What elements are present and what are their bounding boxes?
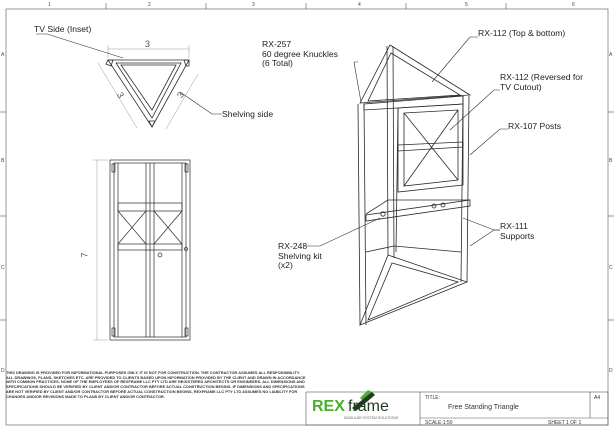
zone-label-d-right: D [609, 368, 613, 374]
callout-rx248-line3: (x2) [278, 260, 293, 270]
callout-rx107: RX-107 Posts [508, 121, 562, 131]
disclaimer-text: THIS DRAWING IS PROVIDED FOR INFORMATIONAL PURPOSES ONLY. IT IS NOT FOR CONSTRUCTION. THE CONTRACTOR ASSUMES ALL RESPONSIBILITY. ALL DRAWINGS, PLANS, SKETCHES ETC. ARE PROVIDED TO CLIENTS BASED UPON INFORMATION PROVIDED BY THE CLIENT AND DRAWN IN ACCORDANCE WITH COMMON PRACTICES. NONE OF THE EMPLOYEES OF REXFRAME LLC PTY LTD ARE REGISTERED ARCHITECTS OR ENGINEERS. ALL DIMENSIONS AND SPECIFICATIONS SHOULD BE VERIFIED BY CLIENT AND/OR CONTRACTOR BEFORE ACTUAL CONSTRUCTION BEGINS. IF DIMENSIONS AND SPECIFICATIONS ARE NOT VERIFIED BY CLIENT AND/OR CONTRACTOR BEFORE ACTUAL CONSTRUCTION BEGINS, REXFRAME LLC PTY LTD ASSUMES NO LIABILITY FOR CHANGES AND/OR REVISIONS MADE TO PLANS BY CLIENT AND/OR CONTRACTOR. [6, 370, 306, 399]
zone-label-b-right: B [609, 158, 613, 164]
scale-text: SCALE:1:50 [425, 420, 453, 426]
zone-label-4: 4 [358, 2, 361, 8]
inset-dim-top: 3 [145, 39, 151, 49]
zone-label-d: D [1, 368, 5, 374]
callout-rx257-line3: (6 Total) [262, 58, 293, 68]
inset-dimension-lines [98, 45, 198, 129]
callout-rx112-reversed [500, 73, 583, 92]
callout-rx257 [262, 40, 338, 69]
zone-label-6: 6 [572, 2, 575, 8]
inset-leaders [36, 34, 222, 114]
zone-label-1: 1 [48, 2, 51, 8]
callout-rx112-top: RX-112 (Top & bottom) [478, 28, 566, 38]
zone-label-b: B [1, 158, 5, 164]
callout-rx257-line1: RX-257 [262, 39, 292, 49]
zone-label-5: 5 [465, 2, 468, 8]
zone-label-3: 3 [252, 2, 255, 8]
callout-rx248-line2: Shelving kit [278, 250, 322, 261]
drawing-title: Free Standing Triangle [448, 404, 519, 411]
zone-label-a-right: A [609, 52, 613, 58]
zone-label-c: C [1, 265, 5, 271]
logo-frame: frame [348, 398, 389, 415]
callout-rx111-line2: Supports [500, 230, 535, 241]
zone-label-c-right: C [609, 265, 613, 271]
callout-rx112-reversed-line1: RX-112 (Reversed for [500, 72, 583, 82]
zone-label-a: A [1, 52, 5, 58]
callout-rx111 [500, 222, 534, 241]
front-dim-height: 7 [79, 252, 90, 258]
tv-side-label: TV Side (Inset) [34, 24, 92, 34]
zone-label-2: 2 [148, 2, 151, 8]
callout-rx248-line1: RX-248 [278, 241, 308, 251]
sheet-size: A4 [594, 395, 601, 401]
callout-rx248 [278, 242, 322, 271]
logo-tagline: MODULAR SYSTEM SOLUTIONS [344, 416, 399, 420]
front-dimension-line [93, 160, 108, 340]
callout-rx112-reversed-line2: TV Cutout) [500, 81, 542, 92]
logo-rex: REX [312, 398, 345, 415]
title-label: TITLE: [425, 395, 441, 401]
callout-rx111-line1: RX-111 [500, 221, 528, 231]
inset-dim-left: 3 [114, 90, 127, 100]
shelving-side-label: Shelving side [222, 109, 274, 119]
inset-dim-right: 3 [174, 90, 187, 100]
sheet-number: SHEET 1 OF 1 [548, 420, 582, 426]
isometric-view [358, 45, 470, 325]
front-elevation-view [110, 160, 190, 340]
callout-rx257-line2: 60 degree Knuckles [262, 48, 338, 59]
